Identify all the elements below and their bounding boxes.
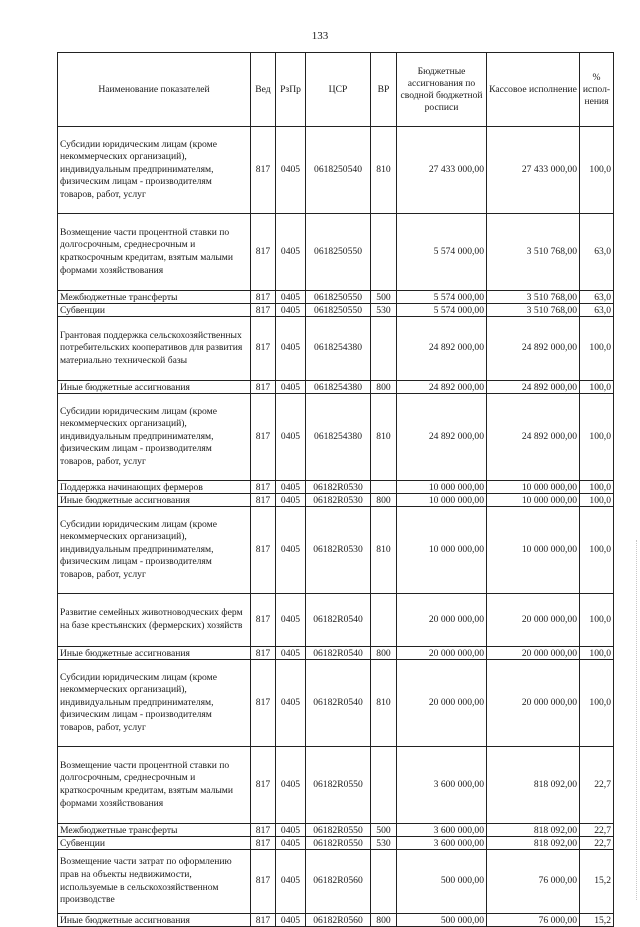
table-row [58, 594, 614, 647]
cell-ved: 817 [251, 127, 276, 214]
cell-budget: 20 000 000,00 [397, 647, 487, 660]
cell-ved: 817 [251, 481, 276, 494]
cell-name: Субвенции [58, 304, 251, 317]
cell-rzpr: 0405 [276, 381, 306, 394]
table-row [58, 304, 614, 317]
cell-pct: 22,7 [580, 747, 614, 824]
cell-vr: 530 [371, 837, 397, 850]
cell-budget: 20 000 000,00 [397, 594, 487, 647]
cell-ved: 817 [251, 214, 276, 291]
cell-budget: 20 000 000,00 [397, 660, 487, 747]
cell-ved: 817 [251, 837, 276, 850]
cell-ved: 817 [251, 914, 276, 927]
table-row [58, 850, 614, 914]
cell-ved: 817 [251, 850, 276, 914]
cell-pct: 63,0 [580, 291, 614, 304]
cell-vr [371, 481, 397, 494]
table-row [58, 394, 614, 481]
cell-ved: 817 [251, 660, 276, 747]
table-row [58, 647, 614, 660]
cell-vr: 810 [371, 660, 397, 747]
cell-rzpr: 0405 [276, 214, 306, 291]
cell-csr: 06182R0550 [306, 837, 371, 850]
cell-pct: 100,0 [580, 317, 614, 381]
cell-name: Межбюджетные трансферты [58, 291, 251, 304]
header-vr: ВР [371, 53, 397, 127]
cell-pct: 100,0 [580, 647, 614, 660]
cell-vr: 810 [371, 507, 397, 594]
cell-pct: 63,0 [580, 304, 614, 317]
cell-name: Иные бюджетные ассигнования [58, 914, 251, 927]
table-row [58, 214, 614, 291]
cell-ved: 817 [251, 394, 276, 481]
cell-csr: 0618250550 [306, 214, 371, 291]
cell-csr: 06182R0560 [306, 914, 371, 927]
table-row [58, 127, 614, 214]
cell-budget: 500 000,00 [397, 914, 487, 927]
cell-vr [371, 214, 397, 291]
cell-budget: 5 574 000,00 [397, 291, 487, 304]
cell-cash: 10 000 000,00 [487, 481, 580, 494]
cell-budget: 5 574 000,00 [397, 214, 487, 291]
cell-name: Грантовая поддержка сельскохозяйственных потребительских кооперативов для развития материально технической базы [58, 317, 251, 381]
cell-name: Субвенции [58, 837, 251, 850]
cell-cash: 24 892 000,00 [487, 394, 580, 481]
cell-name: Поддержка начинающих фермеров [58, 481, 251, 494]
header-csr: ЦСР [306, 53, 371, 127]
cell-ved: 817 [251, 494, 276, 507]
cell-rzpr: 0405 [276, 594, 306, 647]
cell-name: Иные бюджетные ассигнования [58, 381, 251, 394]
header-pct: % испол-нения [580, 53, 614, 127]
cell-cash: 24 892 000,00 [487, 317, 580, 381]
cell-ved: 817 [251, 304, 276, 317]
cell-rzpr: 0405 [276, 494, 306, 507]
cell-csr: 0618250550 [306, 291, 371, 304]
table-row [58, 914, 614, 927]
cell-name: Субсидии юридическим лицам (кроме некоммерческих организаций), индивидуальным предпринимателям, физическим лицам - производителям товаров, работ, услуг [58, 507, 251, 594]
cell-pct: 63,0 [580, 214, 614, 291]
table-row [58, 481, 614, 494]
cell-rzpr: 0405 [276, 747, 306, 824]
cell-pct: 100,0 [580, 481, 614, 494]
cell-rzpr: 0405 [276, 291, 306, 304]
cell-pct: 100,0 [580, 127, 614, 214]
cell-cash: 818 092,00 [487, 837, 580, 850]
cell-rzpr: 0405 [276, 127, 306, 214]
cell-rzpr: 0405 [276, 507, 306, 594]
cell-name: Субсидии юридическим лицам (кроме некоммерческих организаций), индивидуальным предпринимателям, физическим лицам - производителям товаров, работ, услуг [58, 394, 251, 481]
cell-budget: 10 000 000,00 [397, 507, 487, 594]
cell-budget: 3 600 000,00 [397, 837, 487, 850]
cell-name: Иные бюджетные ассигнования [58, 647, 251, 660]
cell-cash: 818 092,00 [487, 824, 580, 837]
header-cash: Кассовое исполнение [487, 53, 580, 127]
cell-rzpr: 0405 [276, 481, 306, 494]
cell-csr: 0618254380 [306, 381, 371, 394]
page-number: 133 [311, 30, 329, 42]
cell-vr: 800 [371, 494, 397, 507]
cell-pct: 100,0 [580, 660, 614, 747]
cell-vr: 500 [371, 291, 397, 304]
cell-ved: 817 [251, 647, 276, 660]
cell-budget: 500 000,00 [397, 850, 487, 914]
cell-vr: 800 [371, 647, 397, 660]
cell-rzpr: 0405 [276, 660, 306, 747]
cell-pct: 100,0 [580, 494, 614, 507]
table-row [58, 507, 614, 594]
header-name: Наименование показателей [58, 53, 251, 127]
cell-vr: 810 [371, 394, 397, 481]
cell-cash: 818 092,00 [487, 747, 580, 824]
cell-ved: 817 [251, 747, 276, 824]
cell-pct: 22,7 [580, 837, 614, 850]
cell-pct: 22,7 [580, 824, 614, 837]
cell-cash: 3 510 768,00 [487, 214, 580, 291]
cell-cash: 10 000 000,00 [487, 507, 580, 594]
cell-budget: 3 600 000,00 [397, 824, 487, 837]
cell-name: Возмещение части процентной ставки по долгосрочным, среднесрочным и краткосрочным кредитам, взятым малыми формами хозяйствования [58, 214, 251, 291]
table-row [58, 291, 614, 304]
cell-cash: 76 000,00 [487, 914, 580, 927]
cell-vr: 500 [371, 824, 397, 837]
table-row [58, 837, 614, 850]
cell-vr: 800 [371, 914, 397, 927]
cell-ved: 817 [251, 594, 276, 647]
table-row [58, 317, 614, 381]
cell-vr [371, 850, 397, 914]
cell-budget: 24 892 000,00 [397, 317, 487, 381]
cell-name: Возмещение части затрат по оформлению прав на объекты недвижимости, используемые в сельскохозяйственном производстве [58, 850, 251, 914]
cell-rzpr: 0405 [276, 647, 306, 660]
cell-budget: 3 600 000,00 [397, 747, 487, 824]
cell-rzpr: 0405 [276, 304, 306, 317]
cell-vr: 800 [371, 381, 397, 394]
cell-budget: 10 000 000,00 [397, 494, 487, 507]
cell-csr: 0618254380 [306, 317, 371, 381]
table-row [58, 660, 614, 747]
table-header-row [58, 53, 614, 127]
cell-cash: 10 000 000,00 [487, 494, 580, 507]
cell-csr: 06182R0540 [306, 660, 371, 747]
table-row [58, 747, 614, 824]
cell-cash: 3 510 768,00 [487, 304, 580, 317]
cell-name: Развитие семейных животноводческих ферм на базе крестьянских (фермерских) хозяйств [58, 594, 251, 647]
cell-csr: 06182R0530 [306, 481, 371, 494]
table-row [58, 381, 614, 394]
cell-csr: 0618250550 [306, 304, 371, 317]
cell-name: Иные бюджетные ассигнования [58, 494, 251, 507]
table-row [58, 494, 614, 507]
cell-vr [371, 317, 397, 381]
cell-csr: 06182R0530 [306, 507, 371, 594]
cell-csr: 06182R0550 [306, 824, 371, 837]
cell-cash: 20 000 000,00 [487, 660, 580, 747]
cell-csr: 0618254380 [306, 394, 371, 481]
header-budget: Бюджетные ассигнования по сводной бюджетной росписи [397, 53, 487, 127]
cell-csr: 06182R0540 [306, 647, 371, 660]
cell-pct: 100,0 [580, 394, 614, 481]
cell-budget: 27 433 000,00 [397, 127, 487, 214]
cell-name: Субсидии юридическим лицам (кроме некоммерческих организаций), индивидуальным предпринимателям, физическим лицам - производителям товаров, работ, услуг [58, 127, 251, 214]
cell-csr: 06182R0550 [306, 747, 371, 824]
cell-budget: 10 000 000,00 [397, 481, 487, 494]
cell-vr: 530 [371, 304, 397, 317]
cell-cash: 76 000,00 [487, 850, 580, 914]
cell-pct: 100,0 [580, 507, 614, 594]
cell-pct: 15,2 [580, 850, 614, 914]
cell-rzpr: 0405 [276, 317, 306, 381]
budget-execution-table [57, 52, 614, 927]
cell-rzpr: 0405 [276, 837, 306, 850]
cell-vr [371, 747, 397, 824]
cell-ved: 817 [251, 507, 276, 594]
cell-ved: 817 [251, 317, 276, 381]
cell-csr: 06182R0560 [306, 850, 371, 914]
cell-ved: 817 [251, 381, 276, 394]
scan-edge-mark [634, 540, 637, 900]
cell-rzpr: 0405 [276, 824, 306, 837]
table-row [58, 824, 614, 837]
cell-cash: 3 510 768,00 [487, 291, 580, 304]
cell-pct: 15,2 [580, 914, 614, 927]
cell-vr: 810 [371, 127, 397, 214]
cell-budget: 24 892 000,00 [397, 381, 487, 394]
cell-cash: 24 892 000,00 [487, 381, 580, 394]
header-rzpr: РзПр [276, 53, 306, 127]
header-ved: Вед [251, 53, 276, 127]
cell-vr [371, 594, 397, 647]
cell-pct: 100,0 [580, 381, 614, 394]
cell-ved: 817 [251, 291, 276, 304]
cell-csr: 06182R0540 [306, 594, 371, 647]
cell-name: Возмещение части процентной ставки по долгосрочным, среднесрочным и краткосрочным кредитам, взятым малыми формами хозяйствования [58, 747, 251, 824]
cell-rzpr: 0405 [276, 850, 306, 914]
cell-csr: 06182R0530 [306, 494, 371, 507]
cell-ved: 817 [251, 824, 276, 837]
cell-cash: 20 000 000,00 [487, 594, 580, 647]
cell-name: Субсидии юридическим лицам (кроме некоммерческих организаций), индивидуальным предпринимателям, физическим лицам - производителям товаров, работ, услуг [58, 660, 251, 747]
cell-name: Межбюджетные трансферты [58, 824, 251, 837]
cell-cash: 27 433 000,00 [487, 127, 580, 214]
cell-budget: 24 892 000,00 [397, 394, 487, 481]
cell-pct: 100,0 [580, 594, 614, 647]
cell-rzpr: 0405 [276, 394, 306, 481]
cell-cash: 20 000 000,00 [487, 647, 580, 660]
cell-budget: 5 574 000,00 [397, 304, 487, 317]
cell-csr: 0618250540 [306, 127, 371, 214]
cell-rzpr: 0405 [276, 914, 306, 927]
